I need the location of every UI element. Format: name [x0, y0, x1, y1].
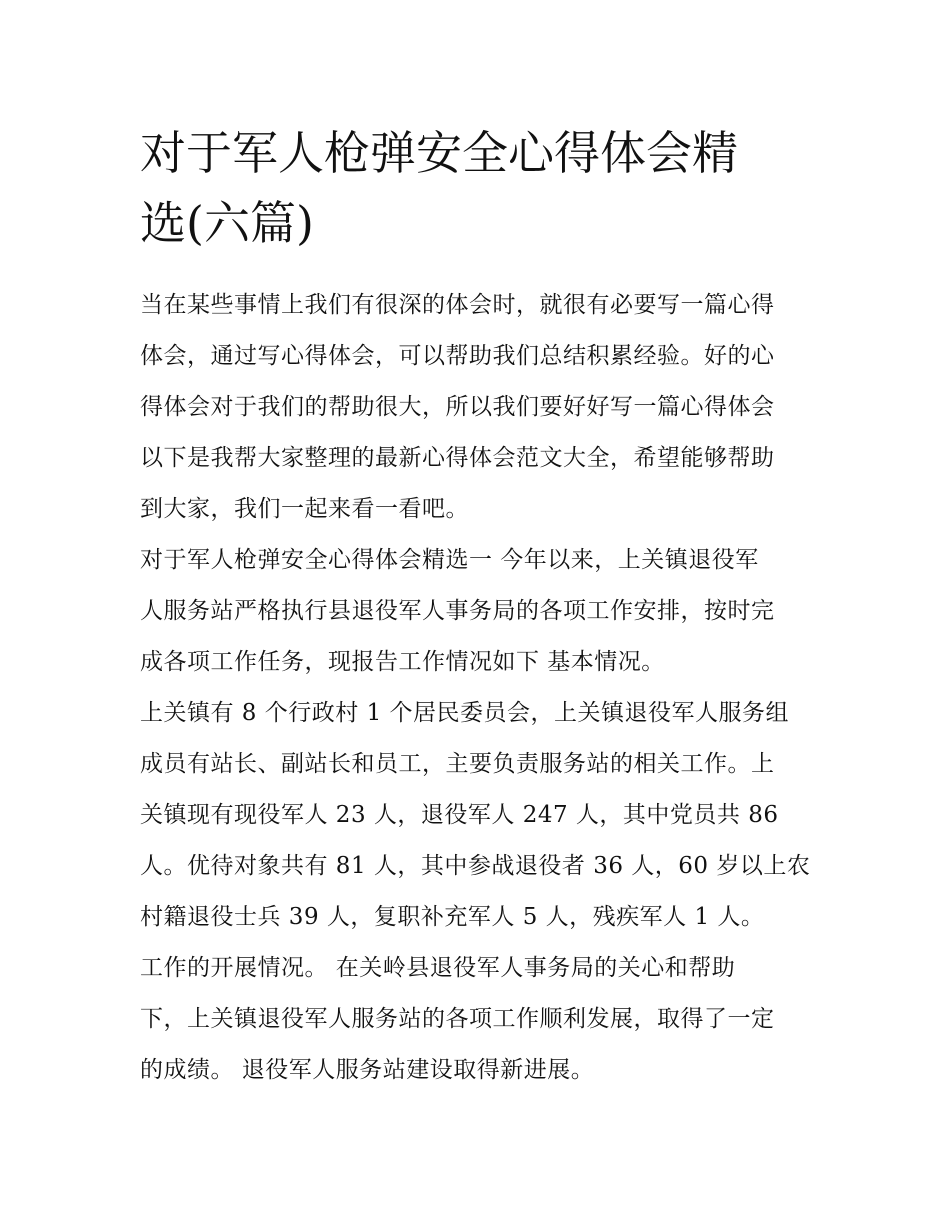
paragraph-basic-situation: [140, 688, 840, 943]
text-line: 成各项工作任务，现报告工作情况如下 基本情况。: [140, 649, 665, 675]
paragraph-essay-one-opening: [140, 535, 840, 688]
paragraph-work-progress: [140, 943, 840, 1096]
text-line: 成员有站长、副站长和员工，主要负责服务站的相关工作。上: [140, 751, 775, 777]
title-line: 选(六篇): [140, 196, 314, 250]
text-line: 村籍退役士兵 39 人，复职补充军人 5 人，残疾军人 1 人。: [140, 904, 765, 930]
text-line: 下，上关镇退役军人服务站的各项工作顺利发展，取得了一定: [140, 1006, 775, 1032]
text-line: 当在某些事情上我们有很深的体会时，就很有必要写一篇心得: [140, 292, 775, 318]
text-line: 以下是我帮大家整理的最新心得体会范文大全，希望能够帮助: [140, 445, 775, 471]
text-line: 对于军人枪弹安全心得体会精选一 今年以来，上关镇退役军: [140, 547, 759, 573]
text-line: 的成绩。 退役军人服务站建设取得新进展。: [140, 1057, 595, 1083]
document-title: [140, 118, 830, 258]
text-line: 工作的开展情况。 在关岭县退役军人事务局的关心和帮助: [140, 955, 736, 981]
text-line: 关镇现有现役军人 23 人，退役军人 247 人，其中党员共 86: [140, 802, 779, 828]
paragraph-intro: [140, 280, 840, 535]
document-body: [140, 280, 840, 1096]
title-line: 对于军人枪弹安全心得体会精: [140, 126, 738, 180]
text-line: 上关镇有 8 个行政村 1 个居民委员会，上关镇退役军人服务组: [140, 700, 790, 726]
text-line: 体会，通过写心得体会，可以帮助我们总结积累经验。好的心: [140, 343, 775, 369]
text-line: 人服务站严格执行县退役军人事务局的各项工作安排，按时完: [140, 598, 775, 624]
text-line: 人。优待对象共有 81 人，其中参战退役者 36 人，60 岁以上农: [140, 853, 811, 879]
text-line: 得体会对于我们的帮助很大，所以我们要好好写一篇心得体会: [140, 394, 775, 420]
text-line: 到大家，我们一起来看一看吧。: [140, 496, 469, 522]
